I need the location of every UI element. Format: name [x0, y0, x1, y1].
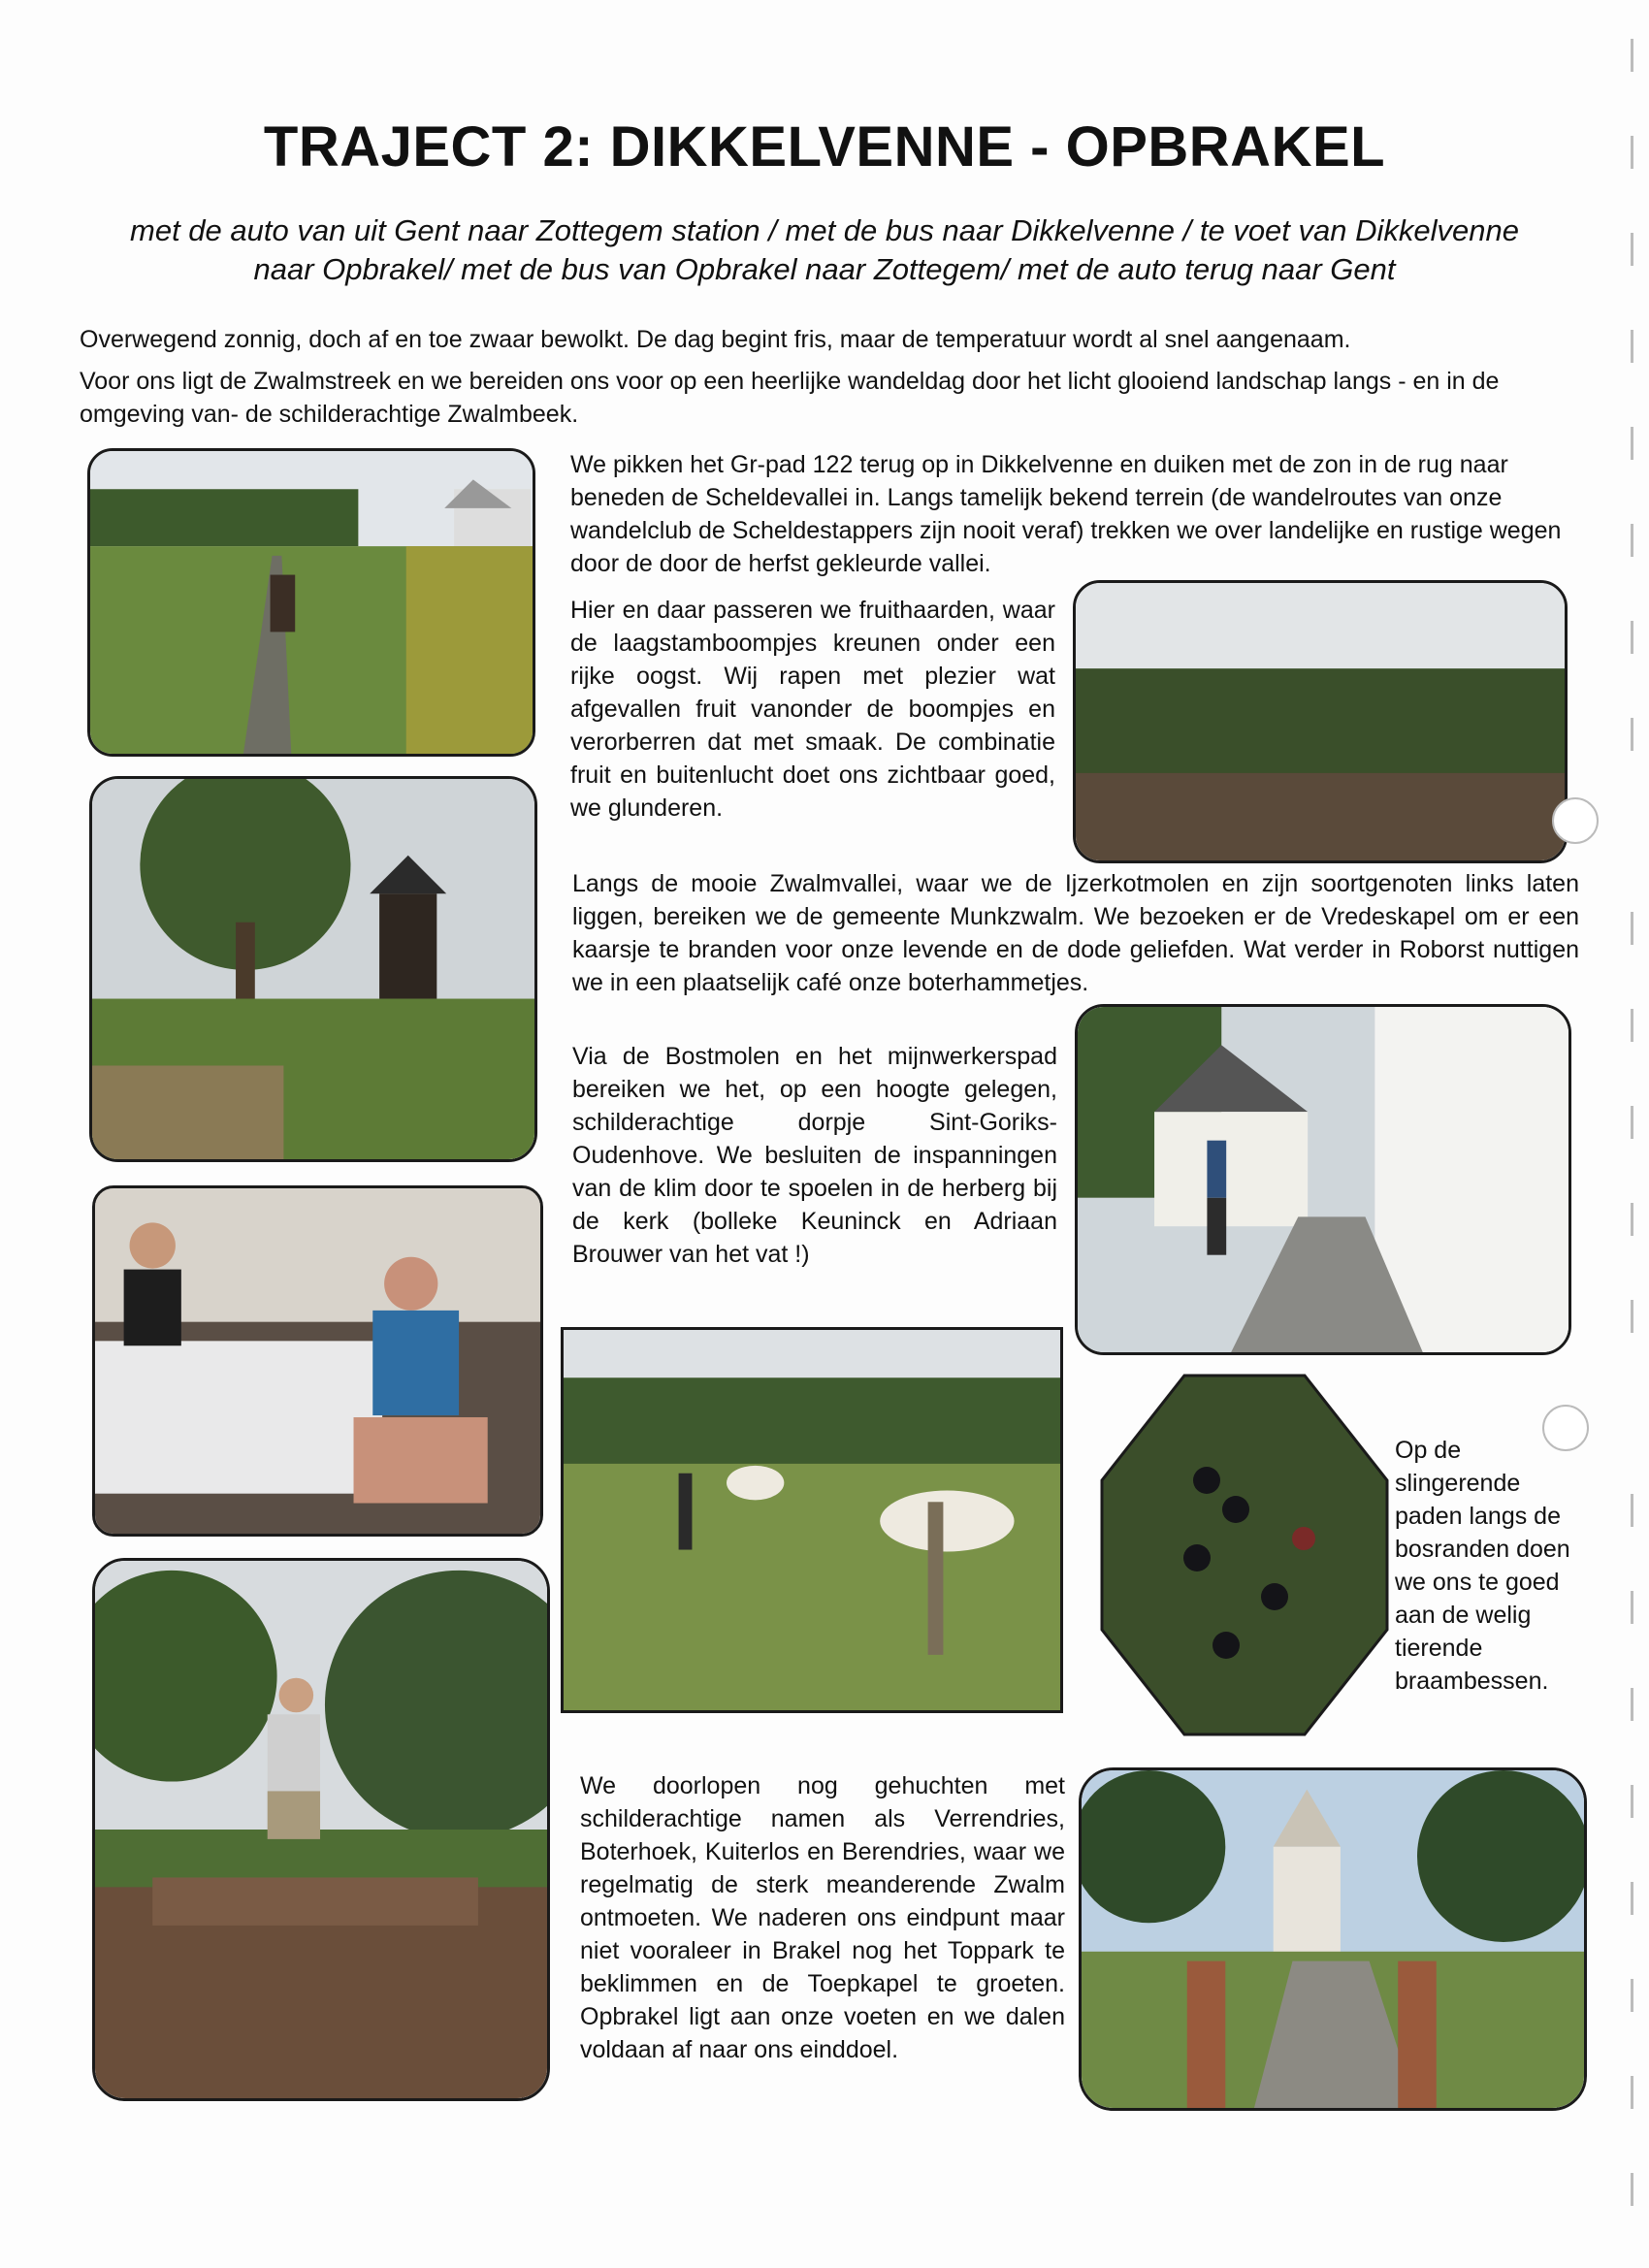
binder-mark: [1631, 233, 1633, 266]
gr-pad-paragraph: We pikken het Gr-pad 122 terug op in Dikkelvenne en duiken met de zon in de rug naar beneden de Scheldevallei in. Langs tamelijk bekend terrein (de wandelroutes van onze wandelclub de Scheldestappers zijn nooit veraf) trekken we over landelijke en rustige wegen door de door de herfst gekleurde vallei.: [570, 451, 1562, 577]
photo-wayside-shrine: [89, 776, 537, 1162]
intro-paragraph: Voor ons ligt de Zwalmstreek en we bereiden ons voor op een heerlijke wandeldag door het licht glooiend landschap langs - en in de omgeving van- de schilderachtige Zwalmbeek.: [80, 368, 1500, 428]
binder-mark: [1631, 1009, 1633, 1042]
binder-mark: [1631, 1882, 1633, 1915]
photo-blackberries: [1100, 1374, 1389, 1736]
photo-village-street: [1075, 1004, 1571, 1355]
binder-mark: [1631, 1203, 1633, 1236]
punch-hole: [1552, 797, 1599, 844]
binder-mark: [1631, 1785, 1633, 1818]
weather-paragraph: Overwegend zonnig, doch af en toe zwaar bewolkt. De dag begint fris, maar de temperatuur wordt al snel aangenaam.: [80, 326, 1351, 353]
binder-mark: [1631, 1300, 1633, 1333]
binder-mark: [1631, 2173, 1633, 2206]
binder-mark: [1631, 136, 1633, 169]
photo-cows-meadow: [561, 1327, 1063, 1713]
binder-mark: [1631, 1688, 1633, 1721]
photo-orchard: [1073, 580, 1568, 863]
binder-mark: [1631, 912, 1633, 945]
binder-mark: [1631, 1979, 1633, 2012]
binder-mark: [1631, 524, 1633, 557]
photo-hiker-bridge: [92, 1558, 550, 2101]
binder-mark: [1631, 330, 1633, 363]
fruit-paragraph: Hier en daar passeren we fruithaarden, waar de laagstamboompjes kreunen onder een rijke oogst. Wij rapen met plezier wat afgevallen fruit vanonder de boompjes en verorberren dat met smaak. De combinatie fruit en buitenlucht doet ons zichtbaar goed, we glunderen.: [570, 597, 1055, 822]
punch-hole: [1542, 1405, 1589, 1451]
bostmolen-paragraph: Via de Bostmolen en het mijnwerkerspad bereiken we het, op een hoogte gelegen, schilderachtige dorpje Sint-Goriks-Oudenhove. We besluiten de inspanningen van de klim door te spoelen in de herberg bij de kerk (bolleke Keuninck en Adriaan Brouwer van het vat !): [572, 1043, 1057, 1268]
photo-field-path: [87, 448, 535, 757]
route-subtitle: met de auto van uit Gent naar Zottegem station / met de bus naar Dikkelvenne / te voet van Dikkelvenne naar Opbrakel/ met de bus van Opbrakel naar Zottegem/ met de auto terug naar Gent: [130, 213, 1519, 286]
binder-mark: [1631, 621, 1633, 654]
binder-mark: [1631, 1494, 1633, 1527]
binder-mark: [1631, 427, 1633, 460]
binder-mark: [1631, 718, 1633, 751]
binder-mark: [1631, 1591, 1633, 1624]
photo-cafe-bar: [92, 1185, 543, 1537]
photo-chapel-stairs: [1079, 1767, 1587, 2111]
page-title: TRAJECT 2: DIKKELVENNE - OPBRAKEL: [263, 115, 1386, 178]
zwalmvallei-paragraph: Langs de mooie Zwalmvallei, waar we de Ijzerkotmolen en zijn soortgenoten links laten liggen, bereiken we de gemeente Munkzwalm. We bezoeken er de Vredeskapel om er een kaarsje te branden voor onze levende en de dode geliefden. Wat verder in Roborst nuttigen we in een plaatselijk café onze boterhammetjes.: [572, 870, 1579, 996]
braambessen-paragraph: Op de slingerende paden langs de bosranden doen we ons te goed aan de welig tierende braambessen.: [1395, 1437, 1570, 1695]
binder-mark: [1631, 39, 1633, 72]
binder-mark: [1631, 2076, 1633, 2109]
binder-mark: [1631, 1106, 1633, 1139]
gehuchten-paragraph: We doorlopen nog gehuchten met schilderachtige namen als Verrendries, Boterhoek, Kuiterlos en Berendries, waar we regelmatig de sterk meanderende Zwalm ontmoeten. We naderen ons eindpunt maar niet vooraleer in Brakel nog het Toppark te beklimmen en de Toepkapel te groeten. Opbrakel ligt aan onze voeten en we dalen voldaan af naar ons einddoel.: [580, 1772, 1065, 2063]
